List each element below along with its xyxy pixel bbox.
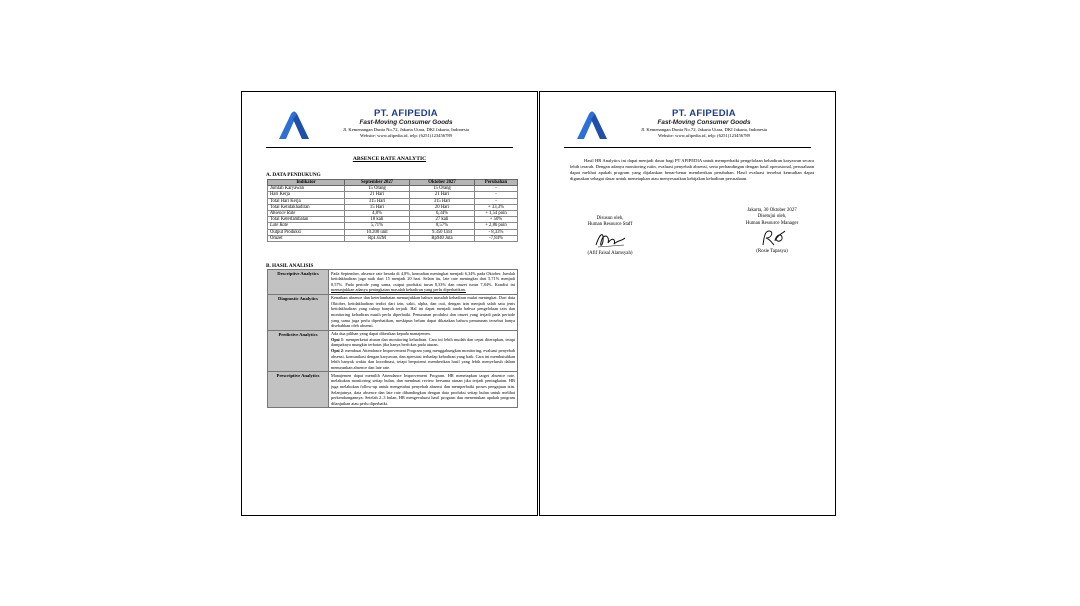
analysis-text <box>329 270 517 294</box>
table-cell: + 50% <box>475 217 518 223</box>
analysis-label: Predictive Analytics <box>268 331 329 372</box>
analysis-table <box>267 269 518 408</box>
table-cell: 20 Hari <box>410 204 475 210</box>
table-cell: 5,71% <box>345 223 410 229</box>
analysis-body: Pada September, absence rate berada di 4,8%, kemudian meningkat menjadi 6,34% pada Oktober. Jumlah ketidakhadiran juga naik dari 15 menjadi 20 hari. Selain itu, late rate meningkat dari 5,71% menjadi 8,57%. Pada periode yang sama, output produksi turun 8,33% dan omzet turun 7,84%. Kondisi ini <box>331 270 515 287</box>
analysis-label: Descriptive Analytics <box>268 270 329 294</box>
table-cell: 18 kali <box>345 217 410 223</box>
analysis-row-descriptive <box>268 270 517 294</box>
analysis-label: Diagnostic Analytics <box>268 295 329 330</box>
option-label: Opsi 2 <box>331 348 343 354</box>
signature-block-left <box>570 216 650 257</box>
analysis-option-1 <box>331 337 515 348</box>
company-address: Jl. Kemenangan Dunia No.72, Jakarta Utara, DKI Jakarta, Indonesia <box>641 127 767 132</box>
table-cell: + 2,86 poin <box>475 223 518 229</box>
document-title: ABSENCE RATE ANALYTIC <box>352 156 427 162</box>
section-b-heading: B. HASIL ANALISIS <box>266 263 314 269</box>
analysis-text: Kenaikan absence dan keterlambatan menunjukkan bahwa masalah kehadiran mulai meningkat. Dari data Oktober, ketidakhadiran terdiri dari izin, sakit, alpha, dan cuti, dengan izin menjadi salah satu jenis ketidakhadiran yang cukup banyak terjadi. Hal ini dapat menjadi tanda bahwa pengelolaan izin dan monitoring kehadiran masih perlu diperbaiki. Penurunan produksi dan omzet yang terjadi pada periode yang sama juga perlu diperhatikan, meskipun belum dapat dikatakan bahwa penurunan tersebut hanya disebabkan oleh absensi. <box>331 295 515 329</box>
company-tagline: Fast-Moving Consumer Goods <box>359 119 453 126</box>
table-cell: 21 Hari <box>410 192 475 198</box>
signature-position: Human Resource Manager <box>745 220 799 226</box>
analysis-text <box>329 331 517 372</box>
option-text: : memperketat aturan dan monitoring kehadiran. Cara ini lebih mudah dan cepat diterapkan, tetapi dampaknya mungkin terbatas jika hanya berfokus pada aturan. <box>331 336 515 348</box>
signatory-name: (Afif Faisal Alamsyah) <box>587 250 633 256</box>
table-row <box>268 235 518 241</box>
signature-position: Human Resource Staff <box>587 222 633 228</box>
table-cell: Late Rate <box>268 223 345 229</box>
table-cell: Hari Kerja <box>268 192 345 198</box>
table-cell: 6,34% <box>410 211 475 217</box>
signature-date: Jakarta, 30 Oktober 2027 <box>747 208 797 213</box>
company-address: Jl. Kemenangan Dunia No.72, Jakarta Utara, DKI Jakarta, Indonesia <box>343 127 469 132</box>
table-cell: Rp940 Juta <box>410 235 475 241</box>
table-cell: 15 Hari <box>345 204 410 210</box>
company-tagline: Fast-Moving Consumer Goods <box>657 119 751 126</box>
letterhead-divider <box>266 147 513 148</box>
table-cell: 15 Orang <box>345 186 410 192</box>
signature-icon <box>570 229 650 251</box>
company-logo-icon <box>574 110 610 142</box>
option-label: Opsi 1 <box>331 336 344 342</box>
table-cell: + 33,3% <box>475 204 518 210</box>
table-cell: Absence Rate <box>268 211 345 217</box>
company-name: PT. AFIPEDIA <box>374 108 438 119</box>
table-cell: Total Hari Kerja <box>268 198 345 204</box>
company-name: PT. AFIPEDIA <box>672 108 736 119</box>
header-perubahan: Perubahan <box>475 180 518 186</box>
analysis-row-prescriptive <box>268 371 517 407</box>
table-cell: 21 Hari <box>345 192 410 198</box>
analysis-underlined-text: menunjukkan adanya peningkatan masalah kehadiran yang perlu diperhatikan. <box>331 287 466 293</box>
analysis-text: Manajemen dapat memilih Attendance Improvement Program. HR menetapkan target absence rate, melakukan monitoring setiap bulan, dan membuat review bersama atasan jika terjadi peningkatan. HR juga melakukan follow-up untuk mengetahui penyebab absensi dan memperbaiki proses pengajuan izin. Selanjutnya, data absence dan late rate dibandingkan dengan data produksi setiap bulan untuk melihat perkembangannya. Setelah 2–3 bulan, HR mengevaluasi hasil program dan menentukan apakah program dilanjutkan atau perlu diperbaiki. <box>331 372 515 406</box>
table-cell: Jumlah Karyawan <box>268 186 345 192</box>
table-cell: Output Produksi <box>268 229 345 235</box>
header-september: September 2027 <box>345 180 410 186</box>
support-data-table <box>267 179 518 242</box>
company-contact: Website: www.afipedia.id, telp: (6251)123456789 <box>360 132 452 138</box>
section-a-heading: A. DATA PENDUKUNG <box>266 172 321 178</box>
table-cell: - <box>475 186 518 192</box>
signatory-name: (Rosie Tapasya) <box>756 249 788 255</box>
table-cell: Omzet <box>268 235 345 241</box>
table-cell: 10.200 unit <box>345 229 410 235</box>
table-cell: 9.350 Unit <box>410 229 475 235</box>
table-cell: Rp1.02M <box>345 235 410 241</box>
header-indikator: Indikator <box>268 180 345 186</box>
signature-icon <box>726 227 818 249</box>
signature-role-line: Disetujui oleh, <box>757 214 787 220</box>
header-oktober: Oktober 2027 <box>410 180 475 186</box>
table-cell: - <box>475 192 518 198</box>
document-page-2 <box>539 91 836 516</box>
table-cell: Total Ketidakhadiran <box>268 204 345 210</box>
table-cell: 27 kali <box>410 217 475 223</box>
analysis-row-predictive <box>268 330 517 372</box>
table-cell: - 8,33% <box>475 229 518 235</box>
table-cell: Total Keterlambatan <box>268 217 345 223</box>
company-logo-icon <box>276 110 312 142</box>
analysis-intro: Ada dua pilihan yang dapat diberikan kepada manajemen. <box>331 331 431 337</box>
table-cell: + 1,54 poin <box>475 211 518 217</box>
table-cell: -7,84% <box>475 235 518 241</box>
signature-role-line: Disusun oleh, <box>596 216 624 221</box>
document-page-1 <box>241 91 538 516</box>
table-cell: 315 Hari <box>410 198 475 204</box>
closing-paragraph: Hasil HR Analytics ini dapat menjadi dasar bagi PT AFIPEDIA untuk memperbaiki pengelolaan kehadiran karyawan secara lebih terarah. Dengan adanya monitoring rutin, evaluasi penyebab absensi, serta perbandingan dengan hasil operasional, perusahaan dapat melihat apakah program yang dijalankan benar-benar memberikan perubahan. Hasil evaluasi tersebut kemudian dapat digunakan sebagai dasar untuk menetapkan atau menyesuaikan kebijakan kehadiran perusahaan. <box>570 158 814 182</box>
table-cell: 4,8% <box>345 211 410 217</box>
table-cell: - <box>475 198 518 204</box>
company-contact: Website: www.afipedia.id, telp: (6251)123456789 <box>658 132 750 138</box>
table-cell: 15 Orang <box>410 186 475 192</box>
table-cell: 8,57% <box>410 223 475 229</box>
table-cell: 315 Hari <box>345 198 410 204</box>
analysis-option-2 <box>331 348 515 371</box>
analysis-label: Prescriptive Analytics <box>268 372 329 407</box>
analysis-row-diagnostic <box>268 294 517 330</box>
letterhead-divider <box>564 147 811 148</box>
signature-block-right <box>726 208 818 256</box>
option-text: : membuat Attendance Improvement Program yang menggabungkan monitoring, evaluasi penyebab absensi, komunikasi dengan karyawan, dan apresiasi terhadap kehadiran yang baik. Cara ini membutuhkan lebih banyak waktu dan koordinasi, tetapi berpotensi memberikan hasil yang lebih menyeluruh dalam menurunkan absence dan late rate. <box>331 348 516 370</box>
